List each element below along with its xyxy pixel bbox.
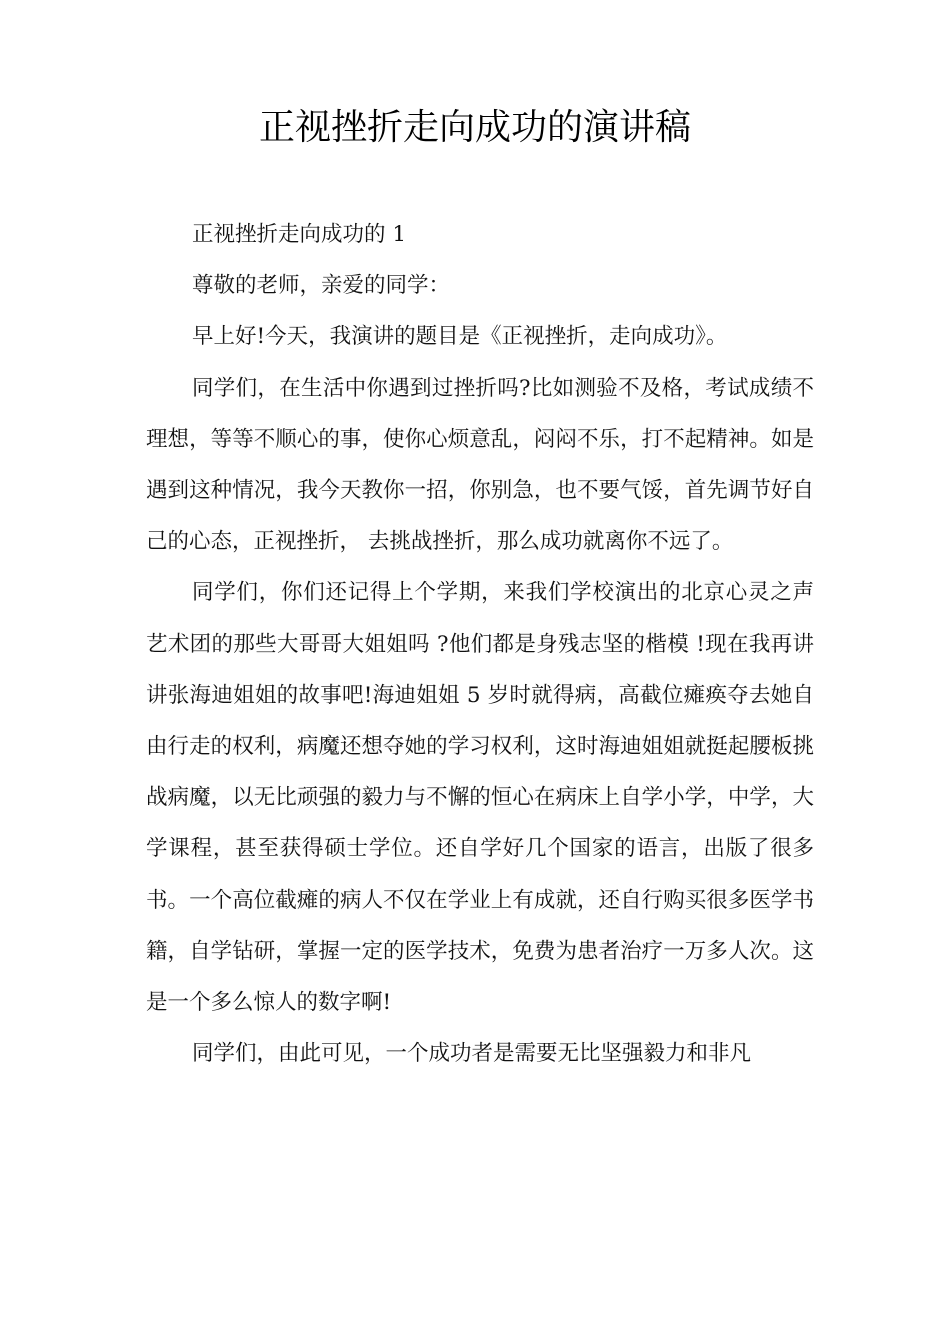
- document-body: [146, 209, 814, 1079]
- paragraph-haidi-story: 同学们，你们还记得上个学期，来我们学校演出的北京心灵之声艺术团的那些大哥哥大姐姐吗 ?他们都是身残志坚的楷模 !现在我再讲讲张海迪姐姐的故事吧!海迪姐姐 5 岁时就得病，高截位瘫痪夺去她自由行走的权利，病魔还想夺她的学习权利，这时海迪姐姐就挺起腰板挑战病魔，以无比顽强的毅力与不懈的恒心在病床上自学小学，中学，大学课程，甚至获得硕士学位。还自学好几个国家的语言，出版了很多书。一个高位截瘫的病人不仅在学业上有成就，还自行购买很多医学书籍，自学钻研，掌握一定的医学技术，免费为患者治疗一万多人次。这是一个多么惊人的数字啊!: [146, 580, 814, 1016]
- document-title: 正视挫折走向成功的演讲稿: [258, 107, 691, 148]
- paragraph-heading: 正视挫折走向成功的 1: [192, 222, 407, 247]
- paragraph-setbacks: 同学们，在生活中你遇到过挫折吗?比如测验不及格，考试成绩不理想，等等不顺心的事，使你心烦意乱，闷闷不乐，打不起精神。如是遇到这种情况，我今天教你一招，你别急，也不要气馁，首先调节好自己的心态，正视挫折， 去挑战挫折，那么成功就离你不远了。: [146, 375, 814, 555]
- paragraph-greeting: 早上好!今天，我演讲的题目是《正视挫折，走向成功》。: [192, 324, 728, 350]
- paragraph-conclusion: 同学们，由此可见，一个成功者是需要无比坚强毅力和非凡: [192, 1041, 752, 1067]
- paragraph-salutation: 尊敬的老师，亲爱的同学：: [192, 273, 451, 299]
